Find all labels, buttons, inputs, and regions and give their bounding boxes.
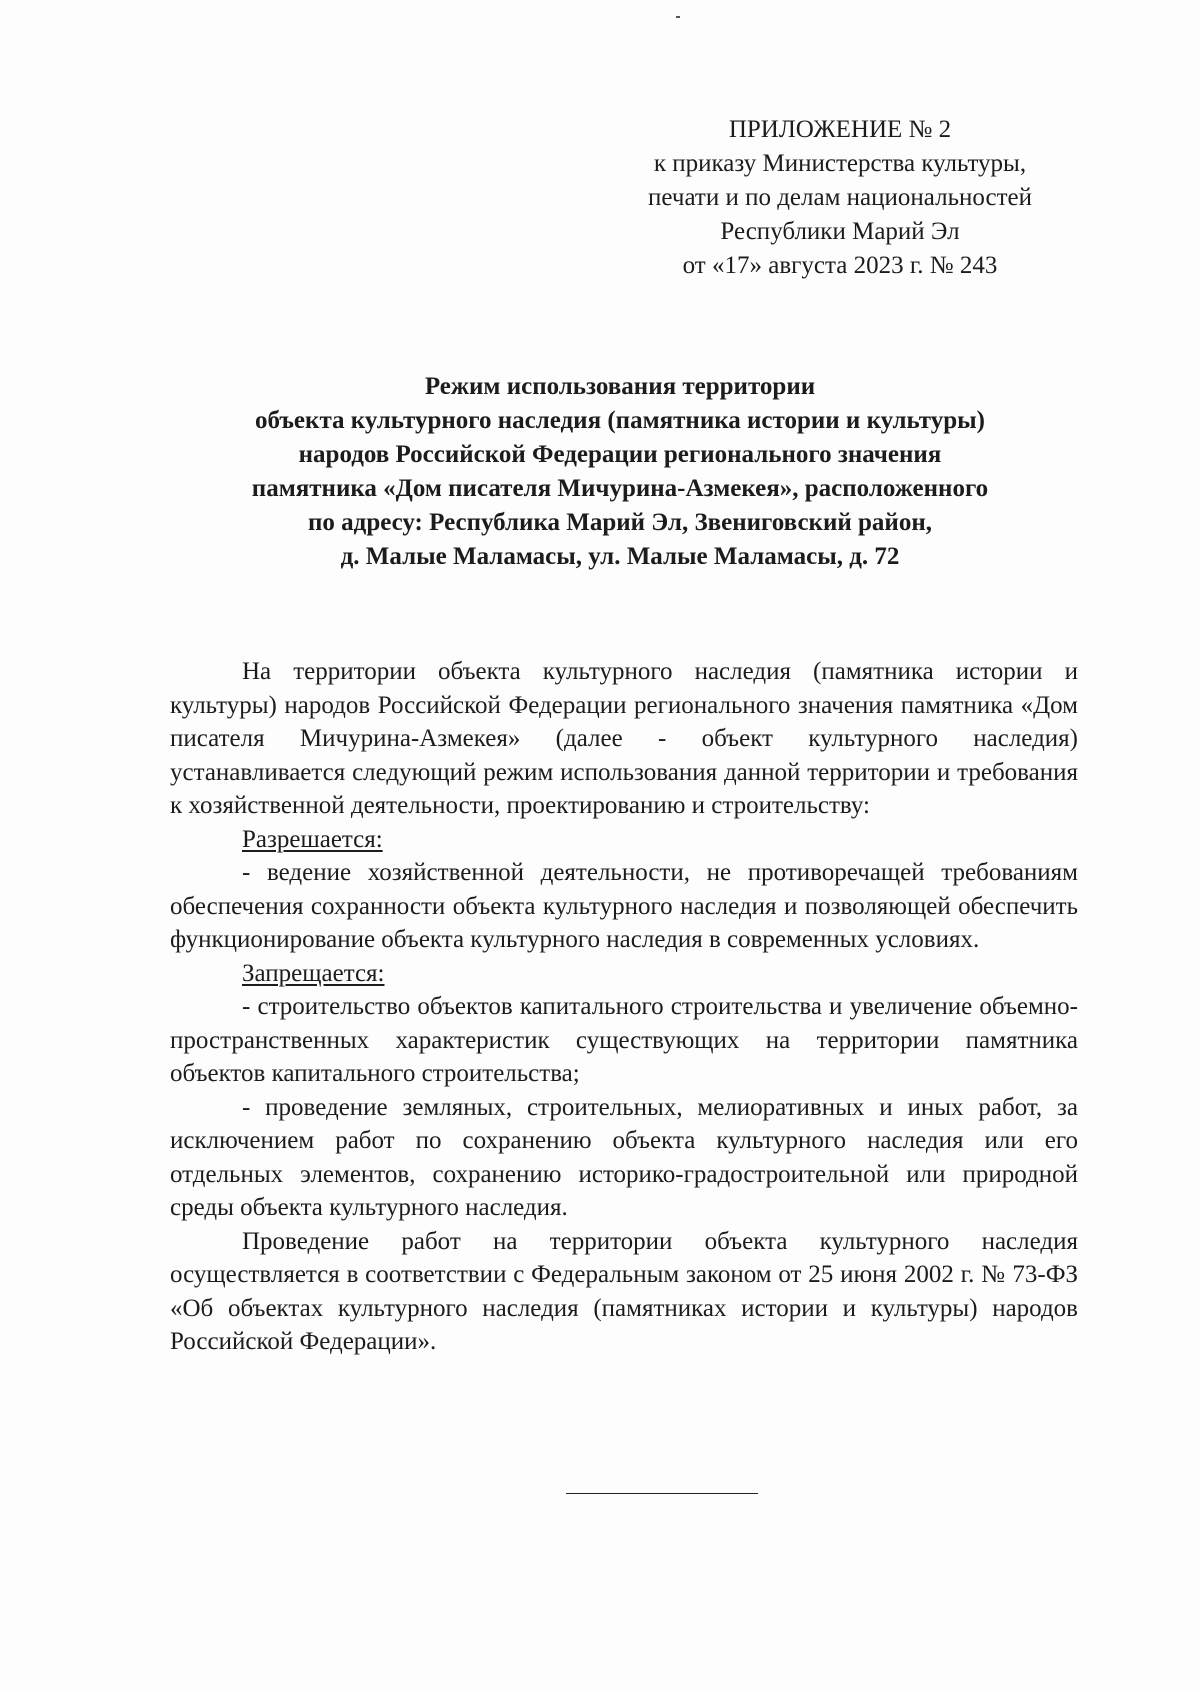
title-line: д. Малые Маламасы, ул. Малые Маламасы, д. 72 (340, 543, 900, 570)
title-line: Режим использования территории (424, 373, 816, 400)
allowed-item: - ведение хозяйственной деятельности, не противоречащей требованиям обеспечения сохранности объекта культурного наследия и позволяющей обеспечить функционирование объекта культурного наследия в современных условиях. (170, 859, 1078, 953)
prohibited-item: - строительство объектов капитального строительства и увеличение объемно-пространственных характеристик существующих на территории памятника объектов капитального строительства; (170, 993, 1078, 1087)
title-line: объекта культурного наследия (памятника истории и культуры) (254, 407, 985, 434)
scan-artifact (676, 16, 680, 18)
title-line: народов Российской Федерации регионального значения (298, 441, 942, 468)
prohibited-item: - проведение земляных, строительных, мелиоративных и иных работ, за исключением работ по сохранению объекта культурного наследия или его отдельных элементов, сохранению историко-градостроительной или природной среды объекта культурного наследия. (170, 1093, 1078, 1221)
title-line: памятника «Дом писателя Мичурина-Азмекея», расположенного (251, 475, 989, 502)
appendix-order-line: к приказу Министерства культуры, (653, 150, 1027, 177)
appendix-header (600, 113, 1080, 283)
appendix-date-line: от «17» августа 2023 г. № 243 (682, 252, 998, 279)
document-title (170, 370, 1070, 574)
appendix-number: ПРИЛОЖЕНИЕ № 2 (728, 116, 952, 143)
appendix-ministry-line: печати и по делам национальностей (648, 184, 1032, 211)
prohibited-heading (170, 957, 1078, 991)
end-divider (566, 1493, 758, 1494)
allowed-heading (170, 823, 1078, 857)
title-line: по адресу: Республика Марий Эл, Звениговский район, (308, 509, 932, 536)
prohibited-heading-text: Запрещается: (242, 959, 385, 987)
intro-paragraph: На территории объекта культурного наследия (памятника истории и культуры) народов Российской Федерации регионального значения памятника «Дом писателя Мичурина-Азмекея» (далее - объект культурного наследия) устанавливается следующий режим использования данной территории и требования к хозяйственной деятельности, проектированию и строительству: (170, 658, 1078, 819)
allowed-heading-text: Разрешается: (242, 825, 383, 853)
closing-paragraph: Проведение работ на территории объекта культурного наследия осуществляется в соответствии с Федеральным законом от 25 июня 2002 г. № 73-ФЗ «Об объектах культурного наследия (памятниках истории и культуры) народов Российской Федерации». (170, 1227, 1078, 1355)
document-body (170, 655, 1078, 1359)
appendix-republic-line: Республики Марий Эл (720, 218, 960, 245)
